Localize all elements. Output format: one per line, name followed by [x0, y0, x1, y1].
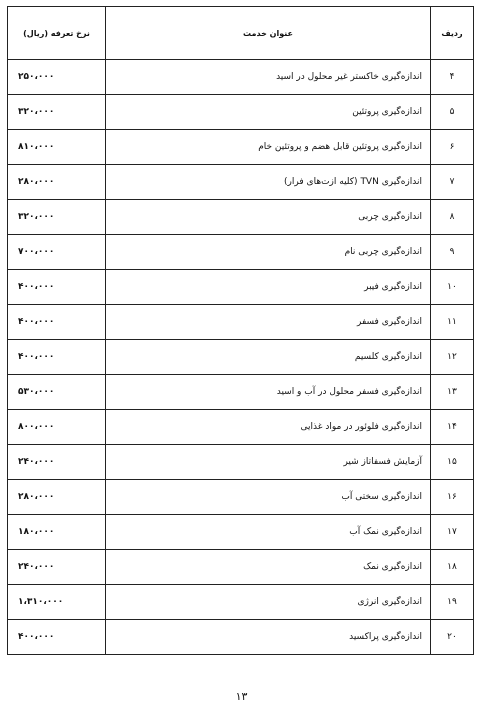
header-service-title: عنوان خدمت: [106, 7, 431, 60]
row-number-cell: ۶: [431, 130, 474, 165]
service-title-cell: اندازه‌گیری پروتئین: [106, 95, 431, 130]
table-row: [8, 270, 474, 305]
service-title-cell: اندازه‌گیری TVN (کلیه ازت‌های فرار): [106, 165, 431, 200]
row-number-cell: ۱۶: [431, 480, 474, 515]
service-title-cell: اندازه‌گیری چربی نام: [106, 235, 431, 270]
tariff-price-cell: ۳۲۰،۰۰۰: [8, 95, 106, 130]
service-title-cell: اندازه‌گیری چربی: [106, 200, 431, 235]
table-row: [8, 410, 474, 445]
tariff-price-cell: ۳۲۰،۰۰۰: [8, 200, 106, 235]
row-number-cell: ۲۰: [431, 620, 474, 655]
service-title-cell: اندازه‌گیری فسفر محلول در آب و اسید: [106, 375, 431, 410]
table-row: [8, 515, 474, 550]
row-number-cell: ۹: [431, 235, 474, 270]
row-number-cell: ۱۲: [431, 340, 474, 375]
tariff-price-cell: ۴۰۰،۰۰۰: [8, 620, 106, 655]
row-number-cell: ۸: [431, 200, 474, 235]
table-row: [8, 305, 474, 340]
service-title-cell: اندازه‌گیری خاکستر غیر محلول در اسید: [106, 60, 431, 95]
service-title-cell: اندازه‌گیری پراکسید: [106, 620, 431, 655]
table-header-row: [8, 7, 474, 60]
service-title-cell: اندازه‌گیری پروتئین قابل هضم و پروتئین خام: [106, 130, 431, 165]
row-number-cell: ۷: [431, 165, 474, 200]
service-title-cell: اندازه‌گیری فسفر: [106, 305, 431, 340]
tariff-price-cell: ۸۰۰،۰۰۰: [8, 410, 106, 445]
tariff-price-cell: ۱۸۰،۰۰۰: [8, 515, 106, 550]
table-row: [8, 60, 474, 95]
row-number-cell: ۴: [431, 60, 474, 95]
table-row: [8, 445, 474, 480]
row-number-cell: ۱۵: [431, 445, 474, 480]
page-number: ۱۳: [235, 690, 248, 703]
service-title-cell: اندازه‌گیری انرژی: [106, 585, 431, 620]
row-number-cell: ۱۱: [431, 305, 474, 340]
tariff-price-cell: ۴۰۰،۰۰۰: [8, 270, 106, 305]
tariff-price-cell: ۷۰۰،۰۰۰: [8, 235, 106, 270]
tariff-price-cell: ۸۱۰،۰۰۰: [8, 130, 106, 165]
row-number-cell: ۱۷: [431, 515, 474, 550]
service-title-cell: اندازه‌گیری فیبر: [106, 270, 431, 305]
table-row: [8, 480, 474, 515]
row-number-cell: ۱۳: [431, 375, 474, 410]
table-row: [8, 95, 474, 130]
tariff-table: [7, 6, 474, 655]
header-tariff-price: نرخ تعرفه (ریال): [8, 7, 106, 60]
table-body: [8, 60, 474, 655]
service-title-cell: اندازه‌گیری نمک آب: [106, 515, 431, 550]
table-row: [8, 165, 474, 200]
row-number-cell: ۵: [431, 95, 474, 130]
table-row: [8, 585, 474, 620]
tariff-price-cell: ۱،۳۱۰،۰۰۰: [8, 585, 106, 620]
tariff-price-cell: ۴۰۰،۰۰۰: [8, 305, 106, 340]
tariff-price-cell: ۲۴۰،۰۰۰: [8, 445, 106, 480]
table-row: [8, 620, 474, 655]
service-title-cell: اندازه‌گیری سختی آب: [106, 480, 431, 515]
tariff-price-cell: ۲۸۰،۰۰۰: [8, 480, 106, 515]
service-title-cell: اندازه‌گیری کلسیم: [106, 340, 431, 375]
tariff-price-cell: ۲۴۰،۰۰۰: [8, 550, 106, 585]
table-row: [8, 550, 474, 585]
table-row: [8, 340, 474, 375]
table-row: [8, 235, 474, 270]
row-number-cell: ۱۹: [431, 585, 474, 620]
tariff-price-cell: ۲۵۰،۰۰۰: [8, 60, 106, 95]
service-title-cell: اندازه‌گیری نمک: [106, 550, 431, 585]
tariff-price-cell: ۵۳۰،۰۰۰: [8, 375, 106, 410]
table-row: [8, 200, 474, 235]
table-row: [8, 130, 474, 165]
service-title-cell: اندازه‌گیری فلوئور در مواد غذایی: [106, 410, 431, 445]
row-number-cell: ۱۰: [431, 270, 474, 305]
row-number-cell: ۱۴: [431, 410, 474, 445]
tariff-price-cell: ۴۰۰،۰۰۰: [8, 340, 106, 375]
service-title-cell: آزمایش فسفاتاز شیر: [106, 445, 431, 480]
tariff-price-cell: ۲۸۰،۰۰۰: [8, 165, 106, 200]
table-row: [8, 375, 474, 410]
header-row-number: ردیف: [431, 7, 474, 60]
row-number-cell: ۱۸: [431, 550, 474, 585]
